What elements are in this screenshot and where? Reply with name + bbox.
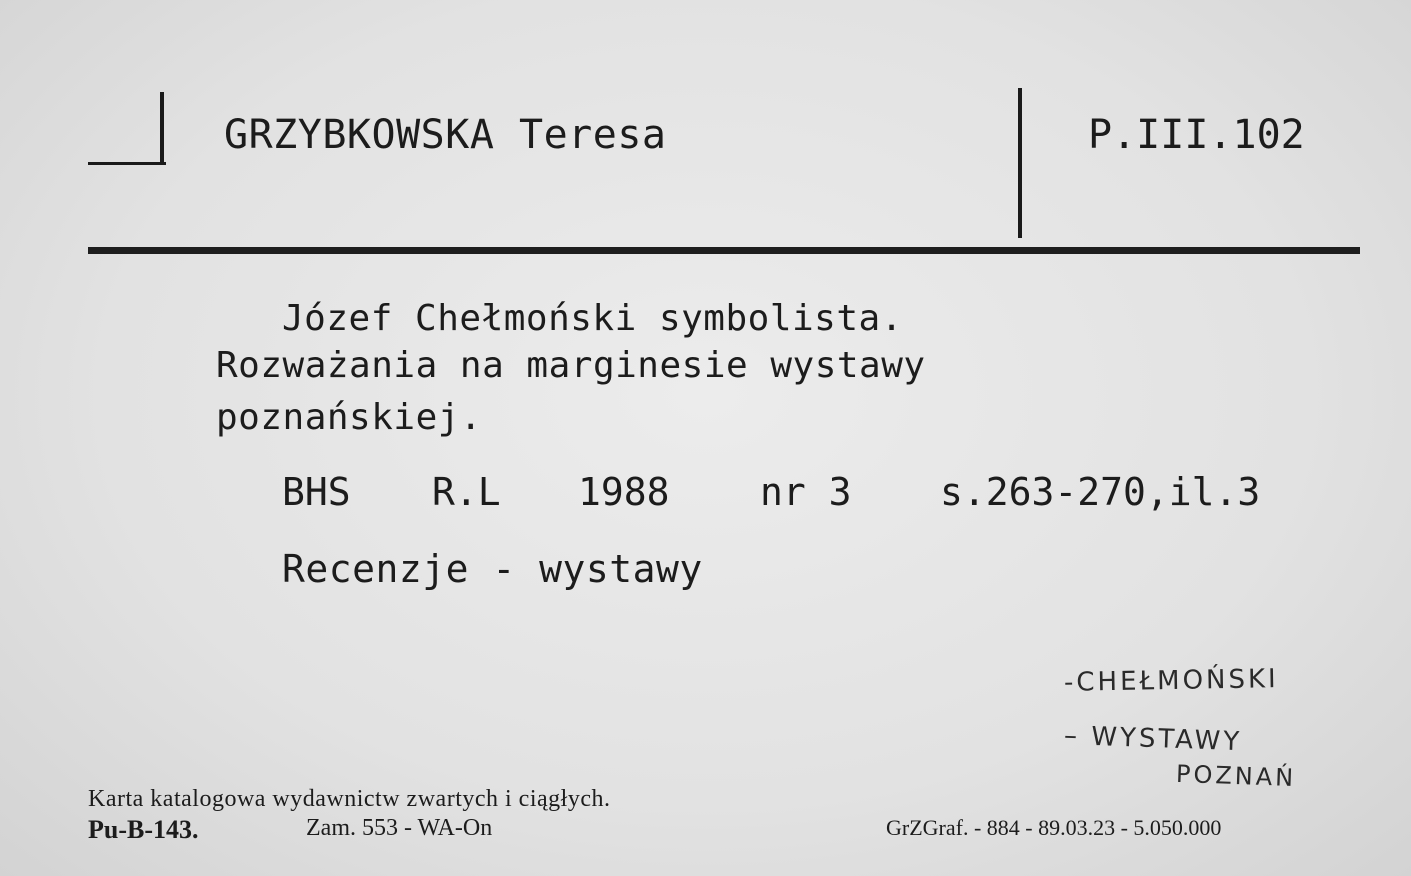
title-line-3: poznańskiej. (216, 397, 483, 438)
handwritten-note-2: – WYSTAWY (1063, 720, 1243, 758)
header-rule (88, 247, 1360, 254)
footer-description: Karta katalogowa wydawnictw zwartych i ciągłych. (88, 786, 611, 812)
source-series: R.L (432, 470, 501, 514)
handwritten-note-1: -CHEŁMOŃSKI (1063, 664, 1279, 698)
handwritten-note-3: POZNAŃ (1175, 759, 1297, 793)
source-pages: s.263-270,il.3 (940, 470, 1261, 514)
title-line-1: Józef Chełmoński symbolista. (282, 298, 903, 339)
corner-box-bottom (88, 162, 166, 165)
shelf-signature: P.III.102 (1088, 112, 1305, 158)
footer-printer-info: GrZGraf. - 884 - 89.03.23 - 5.050.000 (886, 815, 1222, 840)
footer-form-code: Pu-B-143. (88, 815, 199, 844)
footer-order-number: Zam. 553 - WA-On (306, 815, 493, 841)
source-issue: nr 3 (760, 470, 852, 514)
subject-heading: Recenzje - wystawy (282, 547, 703, 591)
corner-box-right (160, 92, 164, 165)
title-line-2: Rozważania na marginesie wystawy (216, 345, 926, 386)
signature-divider (1018, 88, 1022, 238)
author-name: GRZYBKOWSKA Teresa (224, 112, 667, 158)
source-year: 1988 (578, 470, 670, 514)
source-journal: BHS (282, 470, 351, 514)
